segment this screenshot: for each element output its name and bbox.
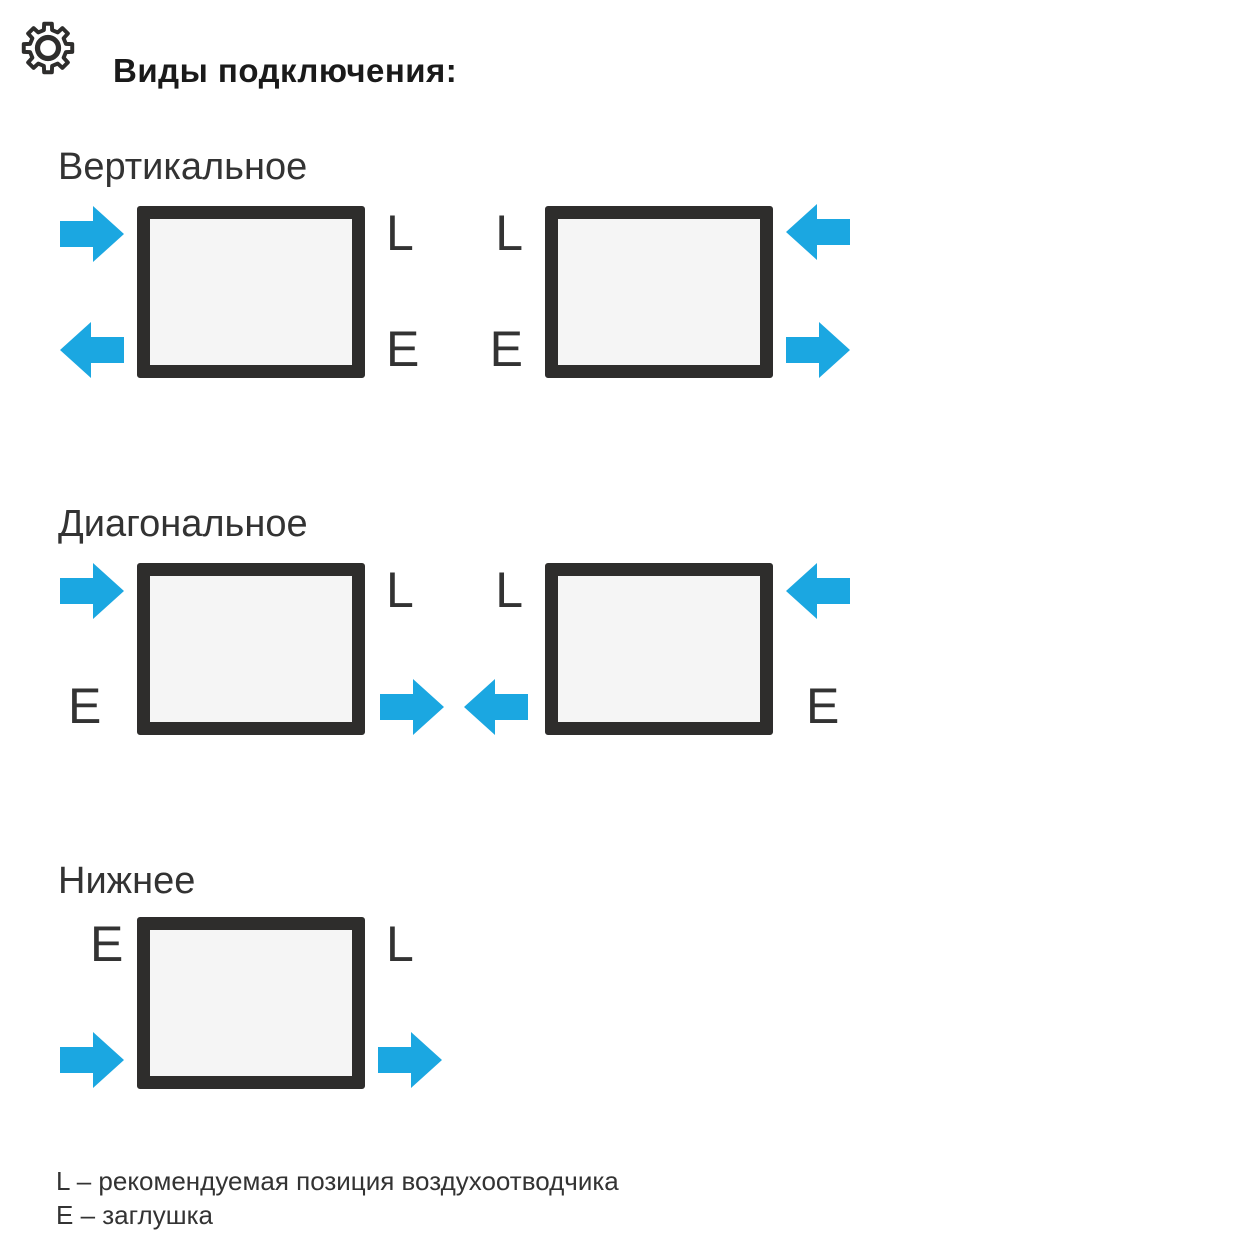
flow-out-arrow-icon <box>464 679 528 735</box>
port-label-l: L <box>386 205 414 261</box>
port-label-l: L <box>386 916 414 972</box>
flow-in-arrow-icon <box>60 1032 124 1088</box>
flow-in-arrow-icon <box>786 563 850 619</box>
port-label-e: E <box>386 321 420 377</box>
section-title-diagonal: Диагональное <box>58 503 308 545</box>
section-title-vertical: Вертикальное <box>58 146 308 188</box>
flow-out-arrow-icon <box>378 1032 442 1088</box>
port-label-e: E <box>806 678 840 734</box>
port-label-l: L <box>386 562 414 618</box>
radiator-rect-diagonal-left <box>137 563 365 735</box>
legend <box>56 1164 619 1232</box>
port-label-e: E <box>489 321 523 377</box>
port-label-l: L <box>495 205 523 261</box>
port-label-e: E <box>68 678 102 734</box>
flow-out-arrow-icon <box>380 679 444 735</box>
port-label-e: E <box>90 916 124 972</box>
flow-out-arrow-icon <box>60 322 124 378</box>
flow-in-arrow-icon <box>786 204 850 260</box>
gear-icon <box>20 20 76 76</box>
flow-in-arrow-icon <box>60 206 124 262</box>
radiator-rect-bottom <box>137 917 365 1089</box>
radiator-rect-vertical-right <box>545 206 773 378</box>
radiator-rect-vertical-left <box>137 206 365 378</box>
flow-in-arrow-icon <box>60 563 124 619</box>
section-title-bottom: Нижнее <box>58 860 196 902</box>
page-title: Виды подключения: <box>113 52 458 90</box>
port-label-l: L <box>495 562 523 618</box>
flow-out-arrow-icon <box>786 322 850 378</box>
legend-line-l: L – рекомендуемая позиция воздухоотводчика <box>56 1166 619 1196</box>
legend-line-e: E – заглушка <box>56 1200 213 1230</box>
radiator-rect-diagonal-right <box>545 563 773 735</box>
